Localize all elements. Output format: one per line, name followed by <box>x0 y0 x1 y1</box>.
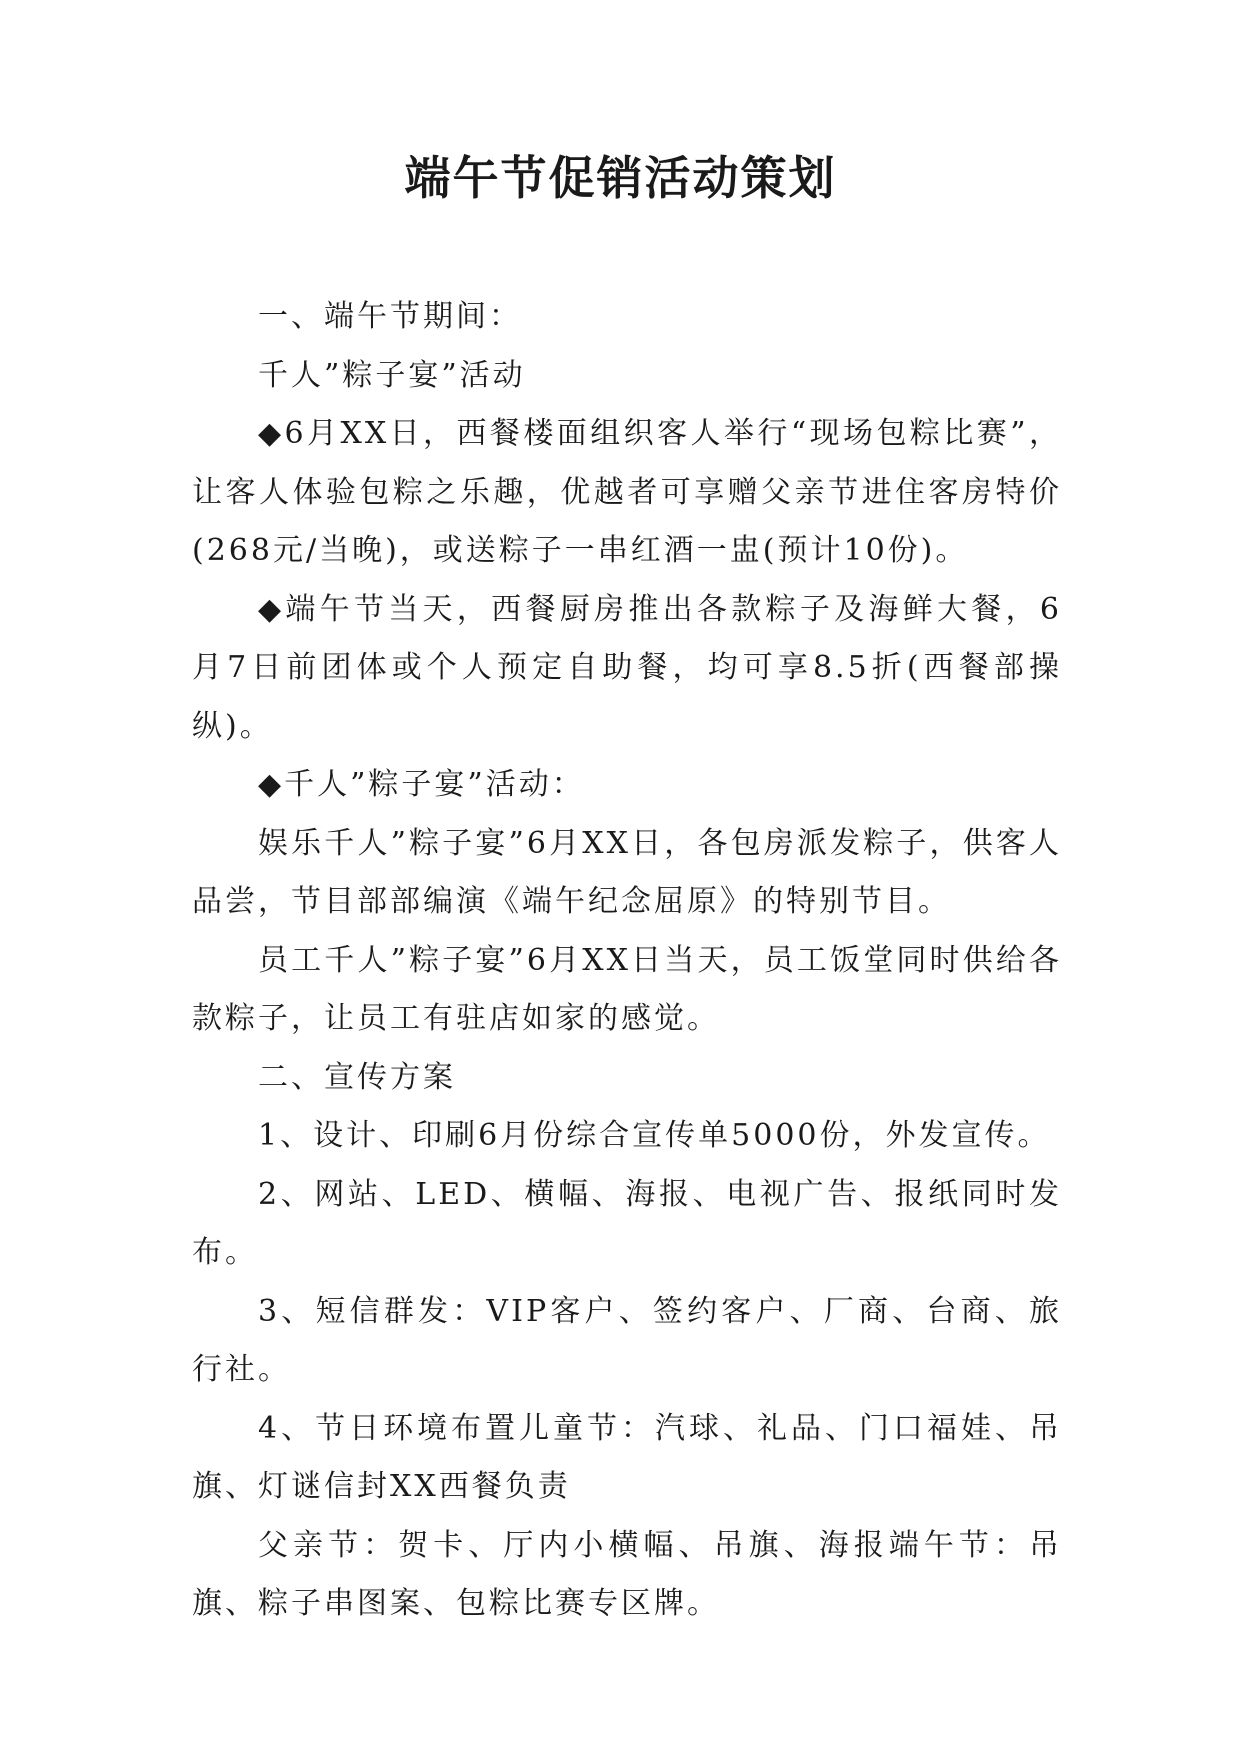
section-heading-promotion: 二、宣传方案 <box>258 1059 456 1095</box>
document-body <box>192 288 1062 1634</box>
paragraph-bullet-buffet: ◆端午节当天，西餐厨房推出各款粽子及海鲜大餐，6月7日前团体或个人预定自助餐，均可享8.5折(西餐部操纵)。 <box>192 591 1062 744</box>
section-heading-festival-period: 一、端午节期间： <box>258 299 522 334</box>
paragraph-fathers-day: 父亲节：贺卡、厅内小横幅、吊旗、海报端午节：吊旗、粽子串图案、包粽比赛专区牌。 <box>192 1527 1062 1621</box>
paragraph-bullet-contest: ◆6月XX日，西餐楼面组织客人举行“现场包粽比赛”，让客人体验包粽之乐趣，优越者可享赠父亲节进住客房特价(268元/当晚)，或送粽子一串红酒一盅(预计10份)。 <box>192 416 1062 568</box>
list-item-sms: 3、短信群发：VIP客户、签约客户、厂商、台商、旅行社。 <box>192 1293 1062 1387</box>
paragraph-bullet-banquet: ◆千人”粽子宴”活动： <box>258 767 585 802</box>
paragraph-activity-name: 千人”粽子宴”活动 <box>258 357 526 393</box>
paragraph-staff: 员工千人”粽子宴”6月XX日当天，员工饭堂同时供给各款粽子，让员工有驻店如家的感觉。 <box>192 942 1062 1036</box>
list-item-media: 2、网站、LED、横幅、海报、电视广告、报纸同时发布。 <box>192 1176 1062 1270</box>
paragraph-entertainment: 娱乐千人”粽子宴”6月XX日，各包房派发粽子，供客人品尝，节目部部编演《端午纪念屈原》的特别节目。 <box>192 825 1062 919</box>
list-item-decoration: 4、节日环境布置儿童节：汽球、礼品、门口福娃、吊旗、灯谜信封XX西餐负责 <box>192 1410 1062 1504</box>
document-title: 端午节促销活动策划 <box>404 151 837 205</box>
list-item-flyers: 1、设计、印刷6月份综合宣传单5000份，外发宣传。 <box>258 1118 1051 1153</box>
